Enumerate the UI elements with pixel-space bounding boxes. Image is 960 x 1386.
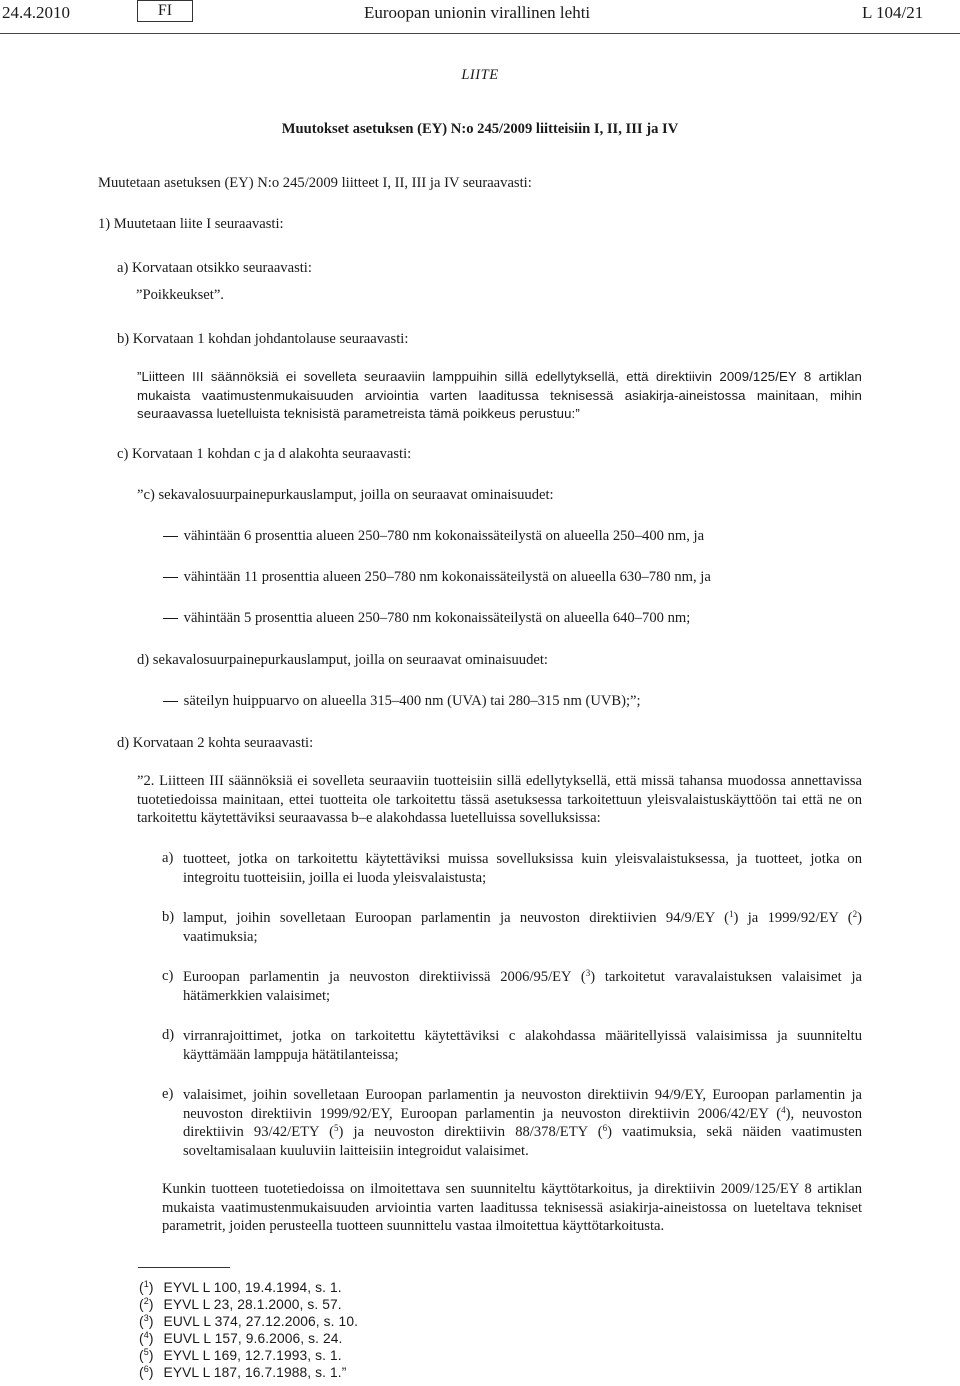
subitem-label-e: e): [162, 1086, 174, 1102]
footnote-ref: 4: [781, 1104, 786, 1115]
subitem-label-d: d): [162, 1027, 175, 1043]
dash-mark: [163, 618, 178, 619]
subitem-label-b: b): [162, 909, 175, 925]
dash-item-2: [163, 569, 711, 586]
subitem-text-part: ) vaatimuksia;: [183, 910, 862, 945]
subitem-text-part: lamput, joihin sovelletaan Euroopan parlamentin ja neuvoston direktiivien 94/9/EY (: [183, 910, 730, 926]
footnote-number: ($^2$): [139, 1296, 154, 1312]
dash-mark: [163, 536, 178, 537]
item-1: 1) Muutetaan liite I seuraavasti:: [98, 216, 284, 232]
item-b: b) Korvataan 1 kohdan johdantolause seuraavasti:: [117, 331, 409, 347]
footnote-ref: 5: [334, 1123, 339, 1133]
subitem-text-part: Euroopan parlamentin ja neuvoston direktiivissä 2006/95/EY (: [183, 969, 586, 985]
footnote-item: [139, 1365, 346, 1380]
journal-title: Euroopan unionin virallinen lehti: [364, 3, 591, 22]
footnote-ref: 3: [585, 968, 591, 978]
dash-item-1: [163, 528, 704, 545]
page-reference: L 104/21: [862, 3, 924, 22]
item-d-sub: d) sekavalosuurpainepurkauslamput, joilla on seuraavat ominaisuudet:: [137, 652, 548, 668]
dash-item-3: [163, 610, 690, 627]
footnote-number: ($^6$): [139, 1364, 154, 1380]
item-d: d) Korvataan 2 kohta seuraavasti:: [117, 735, 314, 751]
footnote-number: ($^5$): [139, 1347, 154, 1363]
subitem-text-a: tuotteet, jotka on tarkoitettu käytettäviksi muissa sovelluksissa kuin yleisvalaistuksessa, ja tuotteet, jotka on integroitu tuotteisiin, joilla ei luoda yleisvalaistusta;: [183, 851, 862, 886]
footnote-ref: 1: [729, 909, 734, 919]
subitem-text-part: ) ja 1999/92/EY (: [733, 910, 853, 926]
subitem-text-part: ) tarkoitetut varavalaistuksen valaisimet ja hätämerkkien valaisimet;: [183, 969, 862, 1004]
footnote-text: EUVL L 374, 27.12.2006, s. 10.: [163, 1314, 359, 1329]
item-a-quote: ”Poikkeukset”.: [136, 287, 224, 303]
footnote-item: [139, 1348, 342, 1363]
item-c: c) Korvataan 1 kohdan c ja d alakohta seuraavasti:: [117, 446, 412, 462]
footnote-text: EYVL L 100, 19.4.1994, s. 1.: [163, 1280, 342, 1295]
footnote-divider: [138, 1267, 230, 1268]
footnote-item: [139, 1297, 342, 1312]
footnote-text: EYVL L 187, 16.7.1988, s. 1.”: [163, 1365, 347, 1380]
dash-mark: [163, 701, 178, 702]
closing-paragraph: Kunkin tuotteen tuotetiedoissa on ilmoitettava sen suunniteltu käyttötarkoitus, ja direktiivin 2009/125/EY 8 artiklan mukaista vaatimustenmukaisuuden arviointia varten laaditussa teknisessä asiakirja-aineistossa on lueteltava tekniset parametrit, joiden perusteella tuotteen suunnittelu vastaa ilmoitettua käyttötarkoitusta.: [162, 1181, 862, 1234]
footnote-ref: 6: [602, 1123, 608, 1133]
dash-item-text: säteilyn huippuarvo on alueella 315–400 nm (UVA) tai 280–315 nm (UVB);”;: [183, 693, 641, 709]
footnote-number: ($^3$): [139, 1313, 154, 1329]
dash-item-4: [163, 693, 641, 710]
subitem-text-b: [183, 909, 862, 946]
subitem-text-d: virranrajoittimet, jotka on tarkoitettu käytettäviksi c alakohdassa määritellyissä valaisimissa ja suunniteltu käyttämään lamppuja hätätilanteissa;: [183, 1028, 862, 1063]
language-code-box: FI: [137, 0, 193, 22]
subitem-label-a: a): [162, 850, 174, 866]
dash-item-text: vähintään 11 prosenttia alueen 250–780 nm kokonaissäteilystä on alueella 630–780 nm, ja: [183, 569, 711, 585]
subitem-text-part: ), neuvoston direktiivin 93/42/ETY (: [183, 1105, 862, 1140]
footnote-item: [139, 1314, 358, 1329]
footnote-number: ($^4$): [139, 1330, 154, 1346]
footnote-number: ($^1$): [139, 1279, 154, 1295]
dash-mark: [163, 577, 178, 578]
item-d-quote: ”2. Liitteen III säännöksiä ei sovelleta seuraaviin tuotteisiin sillä edellytyksellä, että missä tahansa muodossa annettavissa tuotetiedoissa mainitaan, ettei tuotteita ole tarkoitettu tässä asetuksessa tarkoitettuun yleisvalaistuskäyttöön tai että ne on tarkoitettu käytettäviksi seuraavassa b–e alakohdassa luetelluissa sovelluksissa:: [137, 773, 862, 826]
footnote-ref: 2: [852, 909, 858, 919]
dash-item-text: vähintään 6 prosenttia alueen 250–780 nm kokonaissäteilystä on alueella 250–400 nm, ja: [183, 528, 705, 544]
subitem-text-e: [183, 1086, 862, 1160]
subitem-label-c: c): [162, 968, 174, 984]
publication-date: 24.4.2010: [2, 3, 70, 22]
dash-item-text: vähintään 5 prosenttia alueen 250–780 nm kokonaissäteilystä on alueella 640–700 nm;: [183, 610, 691, 626]
document-title: Muutokset asetuksen (EY) N:o 245/2009 liitteisiin I, II, III ja IV: [281, 121, 679, 137]
subitem-text-part: ) ja neuvoston direktiivin 88/378/ETY (: [338, 1124, 603, 1140]
item-a: a) Korvataan otsikko seuraavasti:: [117, 260, 312, 276]
intro-text: Muutetaan asetuksen (EY) N:o 245/2009 liitteet I, II, III ja IV seuraavasti:: [98, 175, 532, 191]
footnote-text: EYVL L 23, 28.1.2000, s. 57.: [163, 1297, 342, 1312]
header-divider: [0, 33, 960, 34]
item-b-quote: ”Liitteen III säännöksiä ei sovelleta seuraaviin lamppuihin sillä edellytyksellä, että direktiivin 2009/125/EY 8 artiklan mukaista vaatimustenmukaisuuden arviointia varten laaditussa teknisessä asiakirja-aineistossa mainitaan, mihin seuraavassa luetelluista teknisistä parametreista tämä poikkeus perustuu:”: [137, 369, 862, 421]
annex-label: LIITE: [461, 67, 499, 83]
subitem-text-part: valaisimet, joihin sovelletaan Euroopan parlamentin ja neuvoston direktiivin 94/9/EY, Euroopan parlamentin ja neuvoston direktiivin 1999/92/EY, Euroopan parlamentin ja neuvoston direktiivin 2006/42/EY (: [183, 1087, 862, 1122]
footnote-text: EUVL L 157, 9.6.2006, s. 24.: [163, 1331, 343, 1346]
item-c-quote: ”c) sekavalosuurpainepurkauslamput, joilla on seuraavat ominaisuudet:: [137, 487, 554, 503]
footnote-item: [139, 1331, 342, 1346]
footnote-item: [139, 1280, 342, 1295]
subitem-text-part: ) vaatimuksia, sekä näiden vaatimusten soveltamisalaan kuuluviin laitteisiin integroidut valaisimet.: [183, 1124, 862, 1159]
subitem-text-c: [183, 968, 862, 1005]
footnote-text: EYVL L 169, 12.7.1993, s. 1.: [163, 1348, 342, 1363]
